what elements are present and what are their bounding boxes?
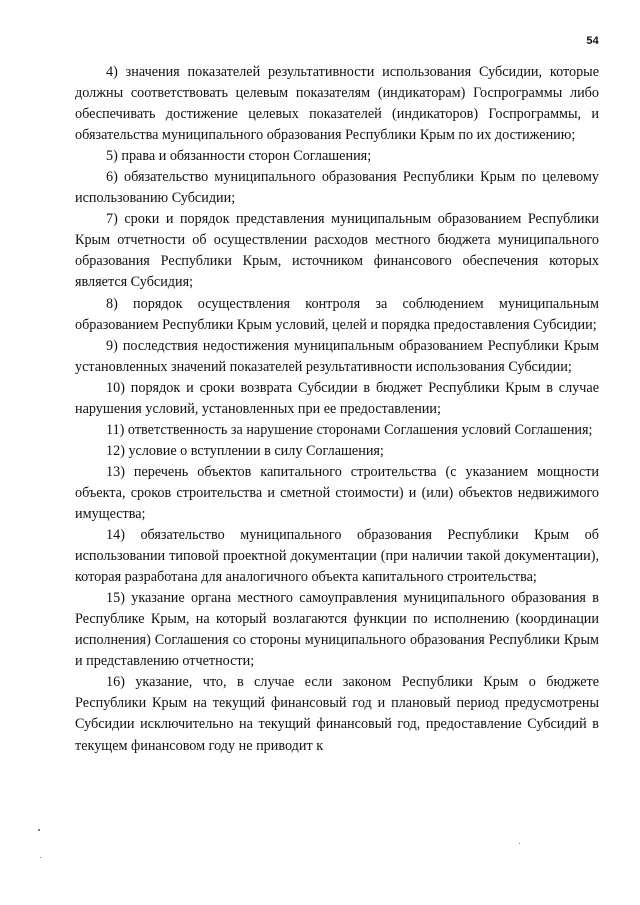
paragraph-item-9: 9) последствия недостижения муниципальным образованием Республики Крым установленных значений показателей результативности использования Субсидии; [75,337,599,375]
scan-speck [519,843,520,844]
paragraph-item-5: 5) права и обязанности сторон Соглашения; [106,148,372,165]
paragraph-item-11: 11) ответственность за нарушение сторонами Соглашения условий Соглашения; [106,421,593,438]
paragraph-item-7: 7) сроки и порядок представления муниципальным образованием Республики Крым отчетности об осуществлении расходов местного бюджета муниципального образования Республики Крым, источником финансового обеспечения которых является Субсидия; [75,211,599,291]
paragraph-item-6: 6) обязательство муниципального образования Республики Крым по целевому использованию Субсидии; [75,169,599,207]
paragraph-item-14: 14) обязательство муниципального образования Республики Крым об использовании типовой проектной документации (при наличии такой документации), которая разработана для аналогичного объекта капитального строительства; [75,527,599,586]
paragraph-item-13: 13) перечень объектов капитального строительства (с указанием мощности объекта, сроков строительства и сметной стоимости) и (или) объектов недвижимого имущества; [75,463,599,522]
page-number: 54 [586,35,599,47]
paragraph-item-12: 12) условие о вступлении в силу Соглашения; [106,442,384,459]
paragraph-item-10: 10) порядок и сроки возврата Субсидии в бюджет Республики Крым в случае нарушения условий, установленных при ее предоставлении; [75,379,599,417]
paragraph-item-8: 8) порядок осуществления контроля за соблюдением муниципальным образованием Республики Крым условий, целей и порядка предоставления Субсидии; [75,295,599,333]
paragraph-item-4: 4) значения показателей результативности использования Субсидии, которые должны соответствовать целевым показателям (индикаторам) Госпрограммы либо обеспечивать достижение целевых показателей (индикаторов) Госпрограммы, и обязательства муниципального образования Республики Крым по их достижению; [75,64,599,144]
document-body [75,62,599,757]
scan-speck [40,857,41,858]
scan-speck [38,829,40,831]
paragraph-item-16: 16) указание, что, в случае если законом Республики Крым о бюджете Республики Крым на текущий финансовый год и плановый период предусмотрены Субсидии исключительно на текущий финансовый год, предоставление Субсидий в текущем финансовом году не приводит к [75,674,599,754]
paragraph-item-15: 15) указание органа местного самоуправления муниципального образования в Республике Крым, на который возлагаются функции по исполнению (координации исполнения) Соглашения со стороны муниципального образования Республики Крым и представлению отчетности; [75,590,599,670]
